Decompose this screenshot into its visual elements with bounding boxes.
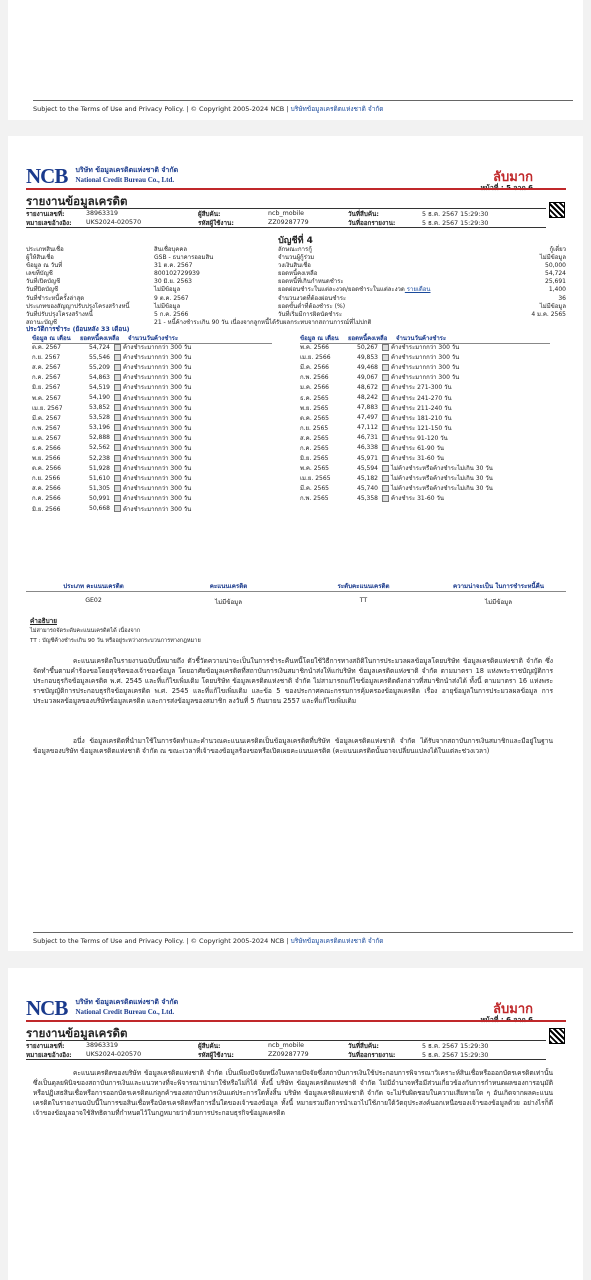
- history-month: พ.ค. 2565: [300, 465, 329, 473]
- status-box-icon: [382, 414, 389, 421]
- history-balance: 54,190: [89, 394, 110, 402]
- history-month: ม.ค. 2566: [300, 384, 329, 392]
- logo-th-text: บริษัท ข้อมูลเครดิตแห่งชาติ จำกัด: [75, 998, 179, 1006]
- page-footer: [33, 100, 573, 114]
- page-sheet-top: [8, 0, 583, 120]
- logo-ncb-text: NCB: [26, 996, 68, 1020]
- account-field-label: วันที่เปิดบัญชี: [26, 278, 61, 286]
- history-month: ก.พ. 2567: [32, 424, 61, 432]
- account-title: บัญชีที่ 4: [278, 236, 313, 246]
- history-month: มี.ค. 2567: [32, 414, 61, 422]
- history-month: ต.ค. 2566: [32, 465, 61, 473]
- account-field-label: วันที่ปรับปรุงโครงสร้างหนี้: [26, 310, 93, 318]
- history-balance: 54,724: [89, 343, 110, 351]
- print-date-label: วันที่ออกรายงาน:: [348, 1051, 396, 1059]
- status-box-icon: [114, 495, 121, 502]
- history-status: ค้างชำระ 181-210 วัน: [391, 414, 452, 422]
- score-value: GE02: [85, 597, 102, 604]
- payment-history-title: ประวัติการชำระ (ย้อนหลัง 33 เดือน): [26, 325, 130, 333]
- history-status: ค้างชำระมากกว่า 300 วัน: [123, 465, 192, 473]
- footer-link[interactable]: บริษัทข้อมูลเครดิตแห่งชาติ จำกัด: [290, 105, 384, 113]
- req-label: หมายเลขอ้างอิง:: [26, 1051, 72, 1059]
- report-header-info: [26, 1040, 546, 1060]
- history-status: ค้างชำระมากกว่า 300 วัน: [123, 394, 192, 402]
- history-month: ส.ค. 2566: [32, 485, 61, 493]
- history-month: ก.ค. 2567: [32, 374, 61, 382]
- status-box-icon: [114, 364, 121, 371]
- history-table-right: [300, 342, 493, 504]
- history-month: เม.ย. 2567: [32, 404, 63, 412]
- print-date-value: 5 ธ.ค. 2567 15:29:30: [422, 1051, 489, 1059]
- history-balance: 45,971: [357, 454, 378, 462]
- status-box-icon: [382, 384, 389, 391]
- history-status: ค้างชำระมากกว่า 300 วัน: [123, 344, 192, 352]
- account-field-label: เลขที่บัญชี: [26, 270, 53, 278]
- history-row: [300, 382, 493, 392]
- req-label: หมายเลขอ้างอิง:: [26, 219, 72, 227]
- history-row: [300, 372, 493, 382]
- history-month: ก.ย. 2565: [300, 424, 329, 432]
- account-field-label: ผู้ให้สินเชื่อ: [26, 254, 54, 262]
- history-status: ค้างชำระมากกว่า 300 วัน: [123, 475, 192, 483]
- score-column-header: ระดับคะแนนเครดิต: [337, 583, 390, 590]
- history-row: [32, 382, 191, 392]
- header-rule: [26, 188, 566, 190]
- history-row: [32, 453, 191, 463]
- history-status: ค้างชำระมากกว่า 300 วัน: [391, 354, 460, 362]
- history-balance: 49,468: [357, 363, 378, 371]
- history-row: [32, 433, 191, 443]
- header-rule: [26, 1020, 566, 1022]
- status-box-icon: [382, 394, 389, 401]
- history-status: ค้างชำระมากกว่า 300 วัน: [391, 364, 460, 372]
- history-status: ค้างชำระ 61-90 วัน: [391, 444, 444, 452]
- account-field-value: 5 ก.ค. 2566: [154, 310, 189, 318]
- account-field-value: 30 มิ.ย. 2563: [154, 278, 193, 286]
- status-box-icon: [382, 354, 389, 361]
- col-status: จำนวนวันค้างชำระ: [128, 335, 179, 342]
- status-box-icon: [382, 485, 389, 492]
- account-field-label: วันที่ชำระหนี้ครั้งล่าสุด: [26, 294, 85, 302]
- history-balance: 52,238: [89, 454, 110, 462]
- history-status: ไม่ค้างชำระหรือค้างชำระไม่เกิน 30 วัน: [391, 465, 493, 473]
- status-box-icon: [382, 404, 389, 411]
- history-status: ค้างชำระมากกว่า 300 วัน: [123, 364, 192, 372]
- ref-label: รายงานเลขที่:: [26, 210, 65, 218]
- status-box-icon: [382, 364, 389, 371]
- status-box-icon: [382, 465, 389, 472]
- account-field-label: ประเภทของสัญญาปรับปรุงโครงสร้างหนี้: [26, 302, 130, 310]
- col-balance: ยอดหนี้คงเหลือ: [80, 335, 120, 342]
- status-box-icon: [114, 424, 121, 431]
- history-balance: 48,672: [357, 383, 378, 391]
- history-balance: 49,067: [357, 373, 378, 381]
- history-status: ค้างชำระมากกว่า 300 วัน: [123, 444, 192, 452]
- col-month: ข้อมูล ณ เดือน: [300, 335, 339, 342]
- score-column-header: ประเภท คะแนนเครดิต: [63, 583, 124, 590]
- logo-ncb-text: NCB: [26, 164, 68, 188]
- account-field-value: 4 ม.ค. 2565: [531, 310, 566, 318]
- history-status: ค้างชำระ 121-150 วัน: [391, 424, 452, 432]
- status-box-icon: [382, 475, 389, 482]
- print-date-label: วันที่ออกรายงาน:: [348, 219, 396, 227]
- history-month: มิ.ย. 2567: [32, 384, 61, 392]
- history-row: [32, 372, 191, 382]
- status-box-icon: [114, 384, 121, 391]
- history-balance: 54,519: [89, 383, 110, 391]
- account-mid-labels: [278, 246, 478, 319]
- user-value: ZZ09287779: [268, 1051, 309, 1058]
- status-box-icon: [114, 404, 121, 411]
- history-status: ค้างชำระมากกว่า 300 วัน: [123, 404, 192, 412]
- history-month: ก.ค. 2566: [32, 495, 61, 503]
- account-field-label: ยอดหนี้ที่เกินกำหนดชำระ: [278, 278, 344, 286]
- history-status: ค้างชำระ 271-300 วัน: [391, 384, 452, 392]
- status-box-icon: [114, 374, 121, 381]
- report-header-info: [26, 208, 546, 228]
- score-value: ไม่มีข้อมูล: [214, 599, 243, 606]
- history-status: ค้างชำระมากกว่า 300 วัน: [123, 455, 192, 463]
- account-field-value: 25,691: [545, 278, 566, 286]
- page-sheet-5: [8, 136, 583, 951]
- status-box-icon: [382, 455, 389, 462]
- status-box-icon: [114, 344, 121, 351]
- history-balance: 50,267: [357, 343, 378, 351]
- status-box-icon: [114, 455, 121, 462]
- history-balance: 55,209: [89, 363, 110, 371]
- footer-link[interactable]: บริษัทข้อมูลเครดิตแห่งชาติ จำกัด: [290, 937, 384, 945]
- history-row: [300, 352, 493, 362]
- req-value: UKS2024-020570: [86, 219, 142, 226]
- history-month: ม.ค. 2567: [32, 434, 61, 442]
- history-month: ต.ค. 2565: [300, 414, 329, 422]
- col-balance: ยอดหนี้คงเหลือ: [348, 335, 388, 342]
- history-row: [32, 483, 191, 493]
- history-row: [32, 504, 191, 514]
- history-row: [300, 342, 493, 352]
- history-balance: 55,546: [89, 353, 110, 361]
- history-row: [32, 463, 191, 473]
- history-row: [32, 352, 191, 362]
- account-field-value: สินเชื่อบุคคล: [154, 246, 188, 253]
- ncb-logo: [26, 996, 178, 1021]
- account-field-value: ไม่มีข้อมูล: [539, 302, 566, 310]
- account-field-value: ไม่มีข้อมูล: [539, 254, 566, 262]
- history-balance: 45,182: [357, 474, 378, 482]
- history-month: ก.ย. 2566: [32, 475, 61, 483]
- history-balance: 46,731: [357, 434, 378, 442]
- history-balance: 53,852: [89, 404, 110, 412]
- history-status: ค้างชำระมากกว่า 300 วัน: [391, 344, 460, 352]
- status-box-icon: [114, 394, 121, 401]
- account-field-label: วันที่ปิดบัญชี: [26, 286, 59, 294]
- history-row: [300, 493, 493, 503]
- account-field-value: 36: [558, 294, 566, 302]
- history-table-left: [32, 342, 191, 514]
- account-right-values: [478, 246, 566, 319]
- history-row: [32, 443, 191, 453]
- status-box-icon: [114, 354, 121, 361]
- history-balance: 51,928: [89, 464, 110, 472]
- history-status: ไม่ค้างชำระหรือค้างชำระไม่เกิน 30 วัน: [391, 485, 493, 493]
- score-column-header: คะแนนเครดิต: [209, 583, 248, 590]
- print-date-value: 5 ธ.ค. 2567 15:29:30: [422, 219, 489, 227]
- history-month: ต.ค. 2567: [32, 344, 61, 352]
- account-field-label: ประเภทสินเชื่อ: [26, 246, 64, 253]
- logo-en-text: National Credit Bureau Co., Ltd.: [75, 176, 175, 184]
- account-field-value: 50,000: [545, 262, 566, 270]
- history-month: ธ.ค. 2566: [32, 444, 61, 452]
- history-row: [32, 342, 191, 352]
- account-field-label: ยอดผ่อนชำระในแต่ละงวด/ยอดชำระในแต่ละงวด รายเดือน: [278, 286, 431, 294]
- status-box-icon: [382, 344, 389, 351]
- history-month: มี.ค. 2566: [300, 364, 329, 372]
- status-box-icon: [114, 465, 121, 472]
- history-row: [300, 443, 493, 453]
- history-month: ก.ย. 2567: [32, 354, 61, 362]
- history-month: มี.ค. 2565: [300, 485, 329, 493]
- status-box-icon: [114, 485, 121, 492]
- history-row: [32, 473, 191, 483]
- report-title: รายงานข้อมูลเครดิต: [26, 194, 128, 208]
- account-field-label: ลักษณะการกู้: [278, 246, 312, 253]
- col-status: จำนวนวันค้างชำระ: [396, 335, 447, 342]
- history-balance: 48,242: [357, 394, 378, 402]
- history-balance: 47,497: [357, 414, 378, 422]
- history-status: ค้างชำระมากกว่า 300 วัน: [123, 424, 192, 432]
- history-balance: 53,196: [89, 424, 110, 432]
- status-box-icon: [114, 414, 121, 421]
- req-value: UKS2024-020570: [86, 1051, 142, 1058]
- member-value: ncb_mobile: [268, 1042, 304, 1049]
- note-2: TT : บัญชีค้างชำระเกิน 90 วัน หรืออยู่ระหว่างกระบวนการทางกฎหมาย: [30, 638, 201, 644]
- history-balance: 46,338: [357, 444, 378, 452]
- secret-label: ลับมาก: [493, 170, 533, 185]
- installment-period-link[interactable]: รายเดือน: [404, 286, 431, 294]
- account-field-value: 54,724: [545, 270, 566, 278]
- history-month: ก.ค. 2565: [300, 444, 329, 452]
- account-field-value: 800102729939: [154, 270, 200, 278]
- history-row: [300, 403, 493, 413]
- credit-score-values: [26, 597, 566, 607]
- account-field-label: จำนวนผู้กู้ร่วม: [278, 254, 315, 262]
- history-balance: 52,888: [89, 434, 110, 442]
- secret-label: ลับมาก: [493, 1002, 533, 1017]
- member-label: ผู้สืบค้น:: [198, 210, 221, 218]
- history-balance: 47,112: [357, 424, 378, 432]
- logo-en-text: National Credit Bureau Co., Ltd.: [75, 1008, 175, 1016]
- history-status: ค้างชำระมากกว่า 300 วัน: [123, 505, 192, 513]
- status-box-icon: [114, 434, 121, 441]
- member-label: ผู้สืบค้น:: [198, 1042, 221, 1050]
- history-status: ค้างชำระ 211-240 วัน: [391, 404, 452, 412]
- history-month: ก.พ. 2566: [300, 374, 329, 382]
- history-row: [300, 483, 493, 493]
- history-balance: 45,358: [357, 494, 378, 502]
- status-box-icon: [382, 374, 389, 381]
- disclaimer-para-3: คะแนนเครดิตของบริษัท ข้อมูลเครดิตแห่งชาติ จำกัด เป็นเพียงปัจจัยหนึ่งในหลายปัจจัยซึ่งสถาบันการเงินใช้ประกอบการพิจารณาวิเคราะห์สินเชื่อหรือออกบัตรเครดิตเท่านั้น ซึ่งเป็นดุลยพินิจของสถาบันการเงินและแนวทางที่จะพิจารณาน่ามาใช้หรือไม่ก็ได้ ทั้งนี้ บริษัท ข้อมูลเครดิตแห่งชาติ จำกัด ไม่มีอำนาจหรือมีส่วนเกี่ยวข้องกับการกำหนดผลของการอนุมัติหรือปฏิเสธสินเชื่อหรือการออกบัตรเครดิตแก่ลูกค้าของสถาบันการเงินแต่ประการใดทั้งสิ้น บริษัท ข้อมูลเครดิตแห่งชาติ จำกัด จะไม่รับผิดชอบในความเสียหายใด ๆ อันเกิดจากผลคะแนนเครดิตในรายงานฉบับนี้ในการขอสินเชื่อหรือบัตรเครดิตหรือการอื่นใดของเจ้าของข้อมูล ทั้งนี้ หมายรวมถึงการนำเอาไปใช้ภายใต้วัตถุประสงค์นอกเหนือของเจ้าของข้อมูลด้วย อย่างไรก็ดีเจ้าของข้อมูลอาจใช้สิทธิตามที่กำหนดไว้ในกฎหมายว่าด้วยการประกอบธุรกิจข้อมูลเครดิต: [33, 1069, 553, 1117]
- score-column-header: ความน่าจะเป็น ในการชำระหนี้คืน: [452, 583, 545, 590]
- user-value: ZZ09287779: [268, 219, 309, 226]
- score-value: TT: [359, 597, 368, 604]
- history-month: ธ.ค. 2565: [300, 394, 329, 402]
- history-row: [32, 423, 191, 433]
- score-usage-disclaimer: [33, 1068, 553, 1118]
- history-row: [300, 423, 493, 433]
- note-1: ไม่สามารถจัดระดับคะแนนเครดิตได้ เนื่องจาก: [30, 628, 141, 634]
- status-box-icon: [382, 424, 389, 431]
- history-month: พ.ค. 2566: [300, 344, 329, 352]
- account-field-label: สถานะบัญชี: [26, 318, 57, 326]
- history-status: ค้างชำระ 31-60 วัน: [391, 455, 444, 463]
- history-status: ค้างชำระมากกว่า 300 วัน: [123, 374, 192, 382]
- ncb-logo: [26, 164, 178, 189]
- col-month: ข้อมูล ณ เดือน: [32, 335, 71, 342]
- history-row: [32, 413, 191, 423]
- history-balance: 49,853: [357, 353, 378, 361]
- history-month: มิ.ย. 2565: [300, 455, 329, 463]
- history-status: ค้างชำระ 31-60 วัน: [391, 495, 444, 503]
- ref-value: 38963319: [86, 1042, 119, 1049]
- notes-title: คำอธิบาย: [30, 617, 57, 625]
- history-row: [300, 362, 493, 372]
- history-row: [300, 473, 493, 483]
- account-field-label: จำนวนงวดที่ต้องผ่อนชำระ: [278, 294, 347, 302]
- history-row: [32, 362, 191, 372]
- history-status: ค้างชำระ 91-120 วัน: [391, 434, 448, 442]
- account-field-value: ไม่มีข้อมูล: [154, 302, 181, 310]
- page-footer: [33, 932, 573, 946]
- user-label: รหัสผู้ใช้งาน:: [198, 1051, 234, 1059]
- qr-code-icon: [549, 202, 565, 218]
- history-row: [300, 463, 493, 473]
- status-box-icon: [114, 444, 121, 451]
- history-status: ค้างชำระมากกว่า 300 วัน: [123, 384, 192, 392]
- account-field-label: วันที่เริ่มมีการผิดนัดชำระ: [278, 310, 343, 318]
- account-field-value: 1,400: [548, 286, 566, 294]
- history-month: เม.ย. 2565: [300, 475, 331, 483]
- score-disclaimer: [33, 656, 553, 706]
- status-box-icon: [382, 434, 389, 441]
- score-disclaimer-2: [33, 736, 553, 756]
- history-balance: 50,991: [89, 494, 110, 502]
- report-title: รายงานข้อมูลเครดิต: [26, 1026, 128, 1040]
- history-balance: 54,863: [89, 373, 110, 381]
- history-month: ก.พ. 2565: [300, 495, 329, 503]
- page-sheet-6: [8, 968, 583, 1280]
- score-value: ไม่มีข้อมูล: [484, 599, 513, 606]
- history-status: ค้างชำระมากกว่า 300 วัน: [123, 354, 192, 362]
- history-row: [32, 392, 191, 402]
- history-balance: 51,305: [89, 484, 110, 492]
- history-row: [300, 413, 493, 423]
- history-month: พ.ค. 2567: [32, 394, 61, 402]
- history-status: ไม่ค้างชำระหรือค้างชำระไม่เกิน 30 วัน: [391, 475, 493, 483]
- logo-th-text: บริษัท ข้อมูลเครดิตแห่งชาติ จำกัด: [75, 166, 179, 174]
- history-balance: 47,883: [357, 404, 378, 412]
- account-field-value: ไม่มีข้อมูล: [154, 286, 181, 294]
- status-box-icon: [382, 495, 389, 502]
- history-balance: 50,668: [89, 505, 110, 513]
- history-month: ส.ค. 2567: [32, 364, 61, 372]
- history-status: ค้างชำระมากกว่า 300 วัน: [123, 414, 192, 422]
- account-field-value: 21 - หนี้ค้างชำระเกิน 90 วัน เนื่องจากลูกหนี้ได้รับผลกระทบจากสถานการณ์ที่ไม่ปกติ: [154, 318, 372, 326]
- account-left-labels: [26, 246, 151, 327]
- disclaimer-para-1: คะแนนเครดิตในรายงานฉบับนี้หมายถึง ตัวชี้วัดความน่าจะเป็นในการชำระคืนหนี้โดยใช้วิธีการทางสถิติในการประมวลผลข้อมูลโดยบริษัท ข้อมูลเครดิตแห่งชาติ จำกัด ซึ่งจัดทำขึ้นตามคำร้องขอโดยสุจริตของเจ้าของข้อมูล โดยอาศัยข้อมูลเครดิตที่สถาบันการเงินสมาชิกนำส่งให้แก่บริษัท ข้อมูลเครดิตแห่งชาติ จำกัด ตามมาตรา 18 แห่งพระราชบัญญัติการประกอบธุรกิจข้อมูลเครดิต พ.ศ. 2545 และที่แก้ไขเพิ่มเติม โดยบริษัท ข้อมูลเครดิตแห่งชาติ จำกัด ไม่สามารถแก้ไขข้อมูลเครดิตดังกล่าวที่สมาชิกนำส่งได้ ทั้งนี้ ตามมาตรา 16 แห่งพระราชบัญญัติการประกอบธุรกิจข้อมูลเครดิต พ.ศ. 2545 และที่แก้ไขเพิ่มเติม และข้อ 5 ของประกาศคณะกรรมการคุ้มครองข้อมูลเครดิต เรื่อง อายุข้อมูลในการประมวลผลข้อมูล การประมวลผลข้อมูลของบริษัทข้อมูลเครดิต และการส่งข้อมูลของสมาชิก ลงวันที่ 5 กันยายน 2557 และที่แก้ไขเพิ่มเติม: [33, 657, 553, 705]
- history-month: เม.ย. 2566: [300, 354, 331, 362]
- status-box-icon: [114, 475, 121, 482]
- history-status: ค้างชำระมากกว่า 300 วัน: [123, 495, 192, 503]
- account-field-value: 31 ต.ค. 2567: [154, 262, 193, 270]
- history-month: พ.ย. 2566: [32, 455, 61, 463]
- history-month: มิ.ย. 2566: [32, 505, 61, 513]
- qr-code-icon: [549, 1028, 565, 1044]
- credit-score-header: [26, 581, 566, 592]
- member-value: ncb_mobile: [268, 210, 304, 217]
- history-status: ค้างชำระ 241-270 วัน: [391, 394, 452, 402]
- footer-text: Subject to the Terms of Use and Privacy Policy. | © Copyright 2005-2024 NCB |: [33, 105, 289, 113]
- account-field-value: 9 ต.ค. 2567: [154, 294, 189, 302]
- user-label: รหัสผู้ใช้งาน:: [198, 219, 234, 227]
- account-field-value: GSB - ธนาคารออมสิน: [154, 254, 214, 262]
- inquiry-date-value: 5 ธ.ค. 2567 15:29:30: [422, 210, 489, 218]
- ref-value: 38963319: [86, 210, 119, 217]
- history-row: [300, 433, 493, 443]
- ref-label: รายงานเลขที่:: [26, 1042, 65, 1050]
- status-box-icon: [114, 505, 121, 512]
- footer-text: Subject to the Terms of Use and Privacy Policy. | © Copyright 2005-2024 NCB |: [33, 937, 289, 945]
- inquiry-date-label: วันที่สืบค้น:: [348, 210, 379, 218]
- history-status: ค้างชำระมากกว่า 300 วัน: [123, 434, 192, 442]
- history-balance: 52,562: [89, 444, 110, 452]
- history-row: [32, 493, 191, 503]
- history-status: ค้างชำระมากกว่า 300 วัน: [123, 485, 192, 493]
- disclaimer-para-2: อนึ่ง ข้อมูลเครดิตที่นำมาใช้ในการจัดทำและคำนวณคะแนนเครดิตเป็นข้อมูลเครดิตที่บริษัท ข้อมูลเครดิตแห่งชาติ จำกัด ได้รับจากสถาบันการเงินสมาชิกและมีอยู่ในฐานข้อมูลของบริษัท ข้อมูลเครดิตแห่งชาติ จำกัด ณ ขณะเวลาที่เจ้าของข้อมูลร้องขอหรือเปิดเผยคะแนนเครดิต (คะแนนเครดิตนั้นอาจเปลี่ยนแปลงได้ในแต่ละช่วงเวลา): [33, 737, 553, 755]
- history-row: [300, 392, 493, 402]
- history-balance: 53,528: [89, 414, 110, 422]
- account-field-label: ข้อมูล ณ วันที่: [26, 262, 63, 270]
- status-box-icon: [382, 444, 389, 451]
- history-month: พ.ย. 2565: [300, 404, 329, 412]
- history-balance: 45,594: [357, 464, 378, 472]
- history-status: ค้างชำระมากกว่า 300 วัน: [391, 374, 460, 382]
- account-field-label: ยอดขั้นต่ำที่ต้องชำระ (%): [278, 302, 346, 310]
- account-field-value: กู้เดี่ยว: [549, 246, 566, 253]
- history-month: ส.ค. 2565: [300, 434, 329, 442]
- inquiry-date-value: 5 ธ.ค. 2567 15:29:30: [422, 1042, 489, 1050]
- history-balance: 51,610: [89, 474, 110, 482]
- inquiry-date-label: วันที่สืบค้น:: [348, 1042, 379, 1050]
- history-row: [300, 453, 493, 463]
- account-field-label: วงเงินสินเชื่อ: [278, 262, 311, 270]
- account-field-label: ยอดหนี้คงเหลือ: [278, 270, 318, 278]
- history-balance: 45,740: [357, 484, 378, 492]
- history-row: [32, 403, 191, 413]
